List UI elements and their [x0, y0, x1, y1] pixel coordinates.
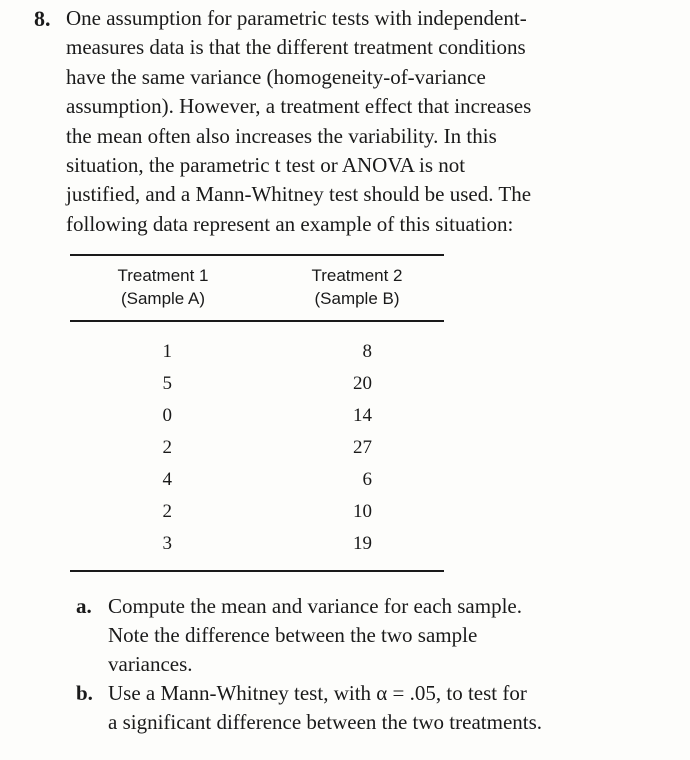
table-header-rule	[70, 320, 444, 322]
part-line: variances.	[108, 652, 193, 676]
part-line: Note the difference between the two sample	[108, 623, 478, 647]
stem-line: measures data is that the different treatment conditions	[66, 35, 526, 60]
part-a	[76, 592, 656, 679]
table-cell: 10	[353, 501, 372, 522]
part-b	[76, 679, 656, 737]
table-cell: 27	[353, 437, 372, 458]
stem-line: situation, the parametric t test or ANOVA is not	[66, 153, 466, 178]
stem-line: the mean often also increases the variability. In this	[66, 123, 497, 148]
table-cell: 19	[353, 533, 372, 554]
stem-line: following data represent an example of this situation:	[66, 211, 514, 236]
part-line: Compute the mean and variance for each sample.	[108, 594, 522, 618]
sample-a-column	[112, 336, 172, 560]
table-cell: 3	[162, 533, 172, 554]
table-cell: 5	[162, 373, 172, 394]
table-cell: 8	[362, 341, 372, 362]
header-subtitle: (Sample A)	[120, 289, 206, 308]
table-cell: 1	[162, 341, 172, 362]
table-cell: 14	[353, 405, 372, 426]
column-header-treatment-2	[282, 264, 432, 310]
column-header-treatment-1	[88, 264, 238, 310]
part-line: a significant difference between the two treatments.	[108, 710, 543, 734]
table-top-rule	[70, 254, 444, 256]
sample-b-column	[312, 336, 372, 560]
table-bottom-rule	[70, 570, 444, 572]
header-title: Treatment 1	[117, 266, 209, 285]
problem-stem	[66, 4, 634, 239]
table-cell: 0	[162, 405, 172, 426]
stem-line: One assumption for parametric tests with independent-	[66, 6, 527, 30]
part-label: a.	[76, 594, 92, 618]
table-cell: 4	[162, 469, 172, 490]
part-line: Use a Mann-Whitney test, with α = .05, to test for	[108, 681, 527, 705]
table-cell: 2	[162, 501, 172, 522]
part-label: b.	[76, 681, 93, 705]
table-cell: 6	[362, 469, 372, 490]
table-cell: 20	[353, 373, 372, 394]
header-title: Treatment 2	[311, 266, 403, 285]
stem-line: justified, and a Mann-Whitney test should be used. The	[66, 182, 532, 207]
stem-line: assumption). However, a treatment effect that increases	[66, 94, 532, 119]
problem-parts	[76, 592, 656, 737]
table-cell: 2	[162, 437, 172, 458]
header-subtitle: (Sample B)	[314, 289, 400, 308]
problem-number: 8.	[34, 6, 51, 31]
stem-line: have the same variance (homogeneity-of-variance	[66, 64, 486, 89]
